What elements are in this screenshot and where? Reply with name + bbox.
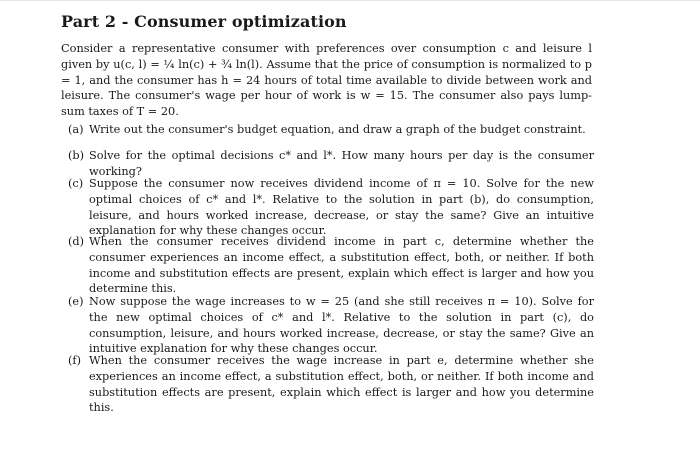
problem-intro: Consider a representative consumer with preferences over consumption c and leisure l given by u(c, l) = ¼ ln(c) + ¾ ln(l). Assume that the price of consumption is normalized to p = 1, and the consumer has h = 24 hours of total time available to divide between work and leisure. The consumer's wage per hour of work is w = 15. The consumer also pays lump-sum taxes of T = 20. [61,42,592,119]
question-label: (b) [68,149,85,162]
question-e [68,294,594,357]
question-text: Now suppose the wage increases to w = 25 (and she still receives π = 10). Solve for the new optimal choices of c* and l*. Relative to the solution in part (c), do consumption, leisure, and hours worked increase, decrease, or stay the same? Give an intuitive explanation for why these changes occur. [89,295,594,356]
question-label: (d) [68,235,85,248]
question-c [68,176,594,239]
top-divider [0,0,700,1]
section-title: Part 2 - Consumer optimization [61,12,347,31]
question-label: (f) [68,354,81,367]
question-text: Suppose the consumer now receives dividend income of π = 10. Solve for the new optimal choices of c* and l*. Relative to the solution in part (b), do consumption, leisure, and hours worked increase, decrease, or stay the same? Give an intuitive explanation for why these changes occur. [89,177,594,238]
question-d [68,234,594,297]
question-text: When the consumer receives dividend income in part c, determine whether the consumer experiences an income effect, a substitution effect, both, or neither. If both income and substitution effects are present, explain which effect is larger and how you determine this. [89,235,594,296]
question-label: (e) [68,295,84,308]
question-text: Write out the consumer's budget equation, and draw a graph of the budget constraint. [89,123,586,136]
question-a [68,122,594,138]
question-f [68,353,594,416]
question-label: (c) [68,177,84,190]
question-b [68,148,594,180]
question-text: When the consumer receives the wage increase in part e, determine whether she experiences an income effect, a substitution effect, both, or neither. If both income and substitution effects are present, explain which effect is larger and how you determine this. [89,354,594,415]
question-text: Solve for the optimal decisions c* and l*. How many hours per day is the consumer working? [89,149,594,178]
question-label: (a) [68,123,84,136]
